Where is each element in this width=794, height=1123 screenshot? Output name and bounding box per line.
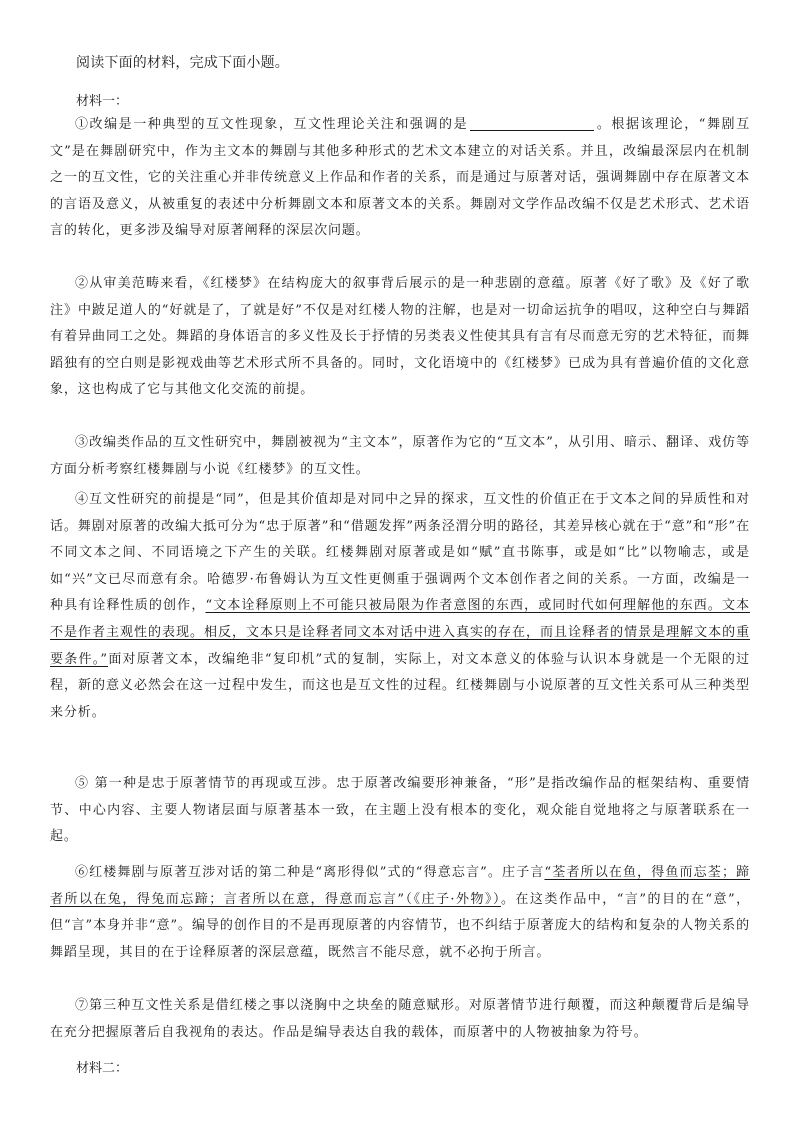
paragraph-1-text-a: ①改编是一种典型的互文性现象，互文性理论关注和强调的是 [75, 117, 469, 132]
paragraph-4 [50, 487, 750, 726]
question-instruction: 阅读下面的材料，完成下面小题。 [76, 55, 289, 71]
material-2-label: 材料二： [76, 1061, 129, 1076]
paragraph-7: ⑦第三种互文性关系是借红楼之事以浇胸中之块垒的随意赋形。对原著情节进行颠覆，而这种颠覆背后是编导在充分把握原著后自我视角的表达。作品是编导表达自我的载体，而原著中的人物被抽象为符号。 [50, 998, 750, 1040]
paragraph-6-text-b: 。在这类作品中，“言”的目的在“意”，但“言”本身并非“意”。编导的创作目的不是再现原著的内容情节，也不纠结于原著庞大的结构和复杂的人物关系的舞蹈呈现，其目的在于诠释原著的深层意蕴，既然言不能尽意，就不必拘于所言。 [50, 891, 750, 960]
paragraph-6-underlined-quote: “荃者所以在鱼，得鱼而忘荃；蹄者所以在兔，得兔而忘蹄；言者所以在意，得意而忘言”（《庄子·外物》） [50, 865, 750, 907]
paragraph-4-text-b: 面对原著文本，改编绝非“复印机”式的复制，实际上，对文本意义的体验与认识本身就是一个无限的过程，新的意义必然会在这一过程中发生，而这也是互文性的过程。红楼舞剧与小说原著的互文性关系可从三种类型来分析。 [50, 651, 750, 720]
paragraph-6-text-a: ⑥红楼舞剧与原著互涉对话的第二种是“离形得似”式的“得意忘言”。庄子言 [75, 865, 545, 880]
paragraph-1-text-b: 。根据该理论，“舞剧互文”是在舞剧研究中，作为主文本的舞剧与其他多种形式的艺术文本建立的对话关系。并且，改编最深层内在机制之一的互文性，它的关注重心并非传统意义上作品和作者的关系，而是通过与原著对话，强调舞剧中存在原著文本的言语及意义，从被重复的表述中分析舞剧文本和原著文本的关系。舞剧对文学作品改编不仅是艺术形式、艺术语言的转化，更多涉及编导对原著阐释的深层次问题。 [50, 117, 750, 239]
paragraph-1 [50, 112, 750, 245]
material-1-label: 材料一： [76, 94, 129, 109]
paragraph-4-underlined-quote: “文本诠释原则上不可能只被局限为作者意图的东西，或同时代如何理解他的东西。文本不是作者主观性的表现。相反，文本只是诠释者同文本对话中进入真实的存在，而且诠释者的情景是理解文本的重要条件。” [50, 598, 750, 667]
paragraph-5: ⑤ 第一种是忠于原著情节的再现或互涉。忠于原著改编要形神兼备，“形”是指改编作品的框架结构、重要情节、中心内容、主要人物诸层面与原著基本一致，在主题上没有根本的变化，观众能自觉地将之与原著联系在一起。 [50, 776, 750, 845]
paragraph-2: ②从审美范畴来看，《红楼梦》在结构庞大的叙事背后展示的是一种悲剧的意蕴。原著《好了歌》及《好了歌注》中跛足道人的“好就是了，了就是好”不仅是对红楼人物的注解，也是对一切命运抗争的唱叹，这种空白与舞蹈有着异曲同工之处。舞蹈的身体语言的多义性及长于抒情的另类表义性使其具有言有尽而意无穷的艺术特征，而舞蹈独有的空白则是影视戏曲等艺术形式所不具备的。同时，文化语境中的《红楼梦》已成为具有普遍价值的文化意象，这也构成了它与其他文化交流的前提。 [50, 276, 750, 398]
paragraph-6 [50, 860, 750, 966]
paragraph-3: ③改编类作品的互文性研究中，舞剧被视为“主文本”，原著作为它的“互文本”，从引用、暗示、翻译、戏仿等方面分析考察红楼舞剧与小说《红楼梦》的互文性。 [50, 435, 750, 477]
paragraph-4-text-a: ④互文性研究的前提是“同”，但是其价值却是对同中之异的探求，互文性的价值正在于文本之间的异质性和对话。舞剧对原著的改编大抵可分为“忠于原著”和“借题发挥”两条泾渭分明的路径，其差异核心就在于“意”和“形”在不同文本之间、不同语境之下产生的关联。红楼舞剧对原著或是如“赋”直书陈事，或是如“比”以物喻志，或是如“兴”文已尽而意有余。哈德罗·布鲁姆认为互文性更侧重于强调两个文本创作者之间的关系。一方面，改编是一种具有诠释性质的创作， [50, 492, 750, 614]
answer-blank[interactable] [470, 116, 594, 131]
